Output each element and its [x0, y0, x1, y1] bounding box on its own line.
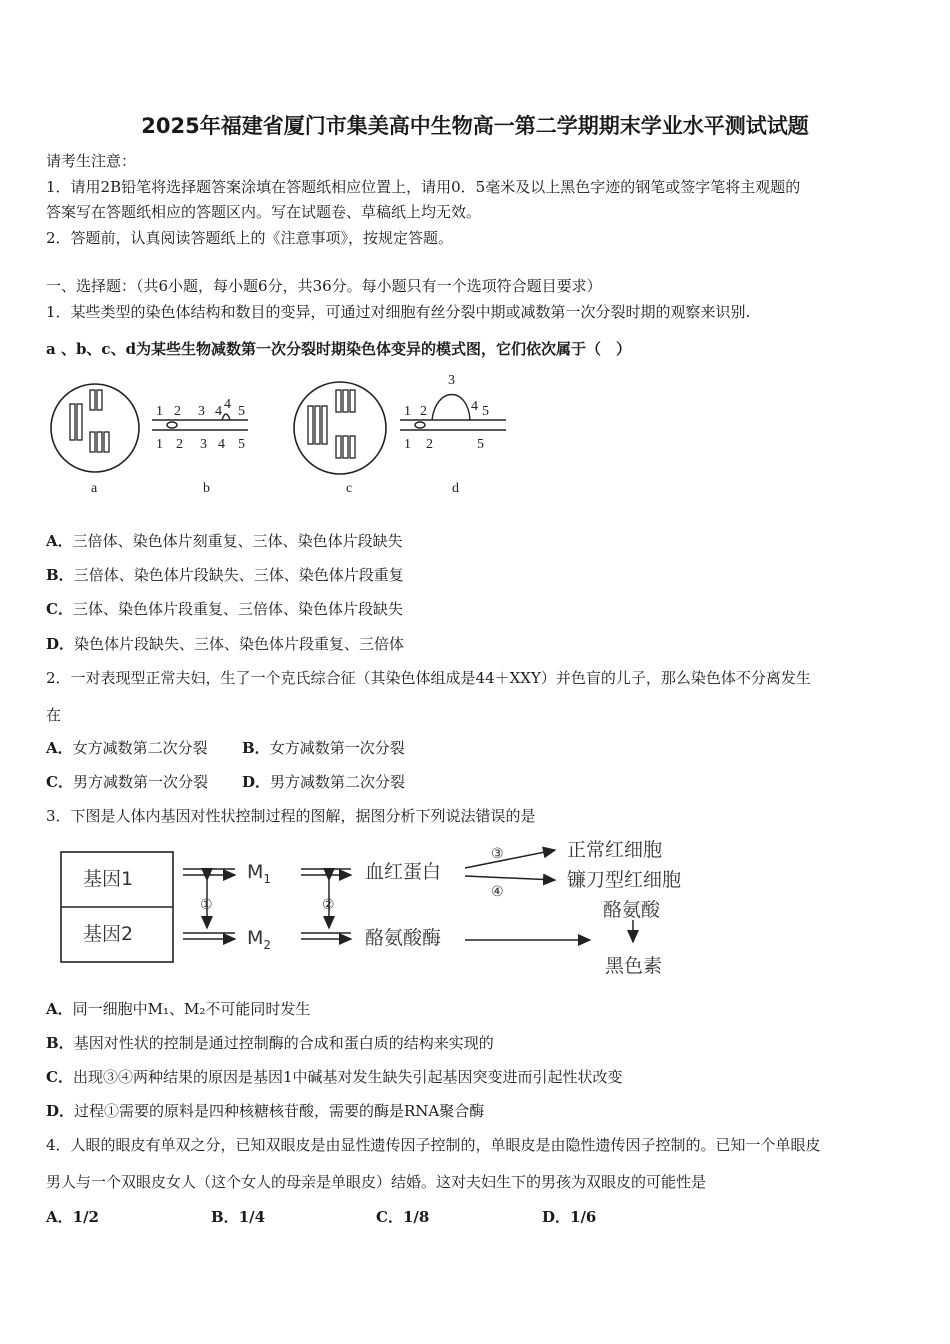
d-top-label-2: 2: [420, 404, 427, 419]
q3-option-d: D．过程①需要的原料是四种核糖核苷酸，需要的酶是RNA聚合酶: [46, 1102, 485, 1120]
q4-option-c: C．1/8: [376, 1208, 430, 1226]
notice-heading: 请考生注意：: [46, 152, 137, 170]
d-top-label-5: 5: [482, 404, 489, 419]
b-top-label-4: 4: [215, 404, 222, 419]
d-top-label-1: 1: [404, 404, 411, 419]
b-bottom-label-2: 2: [176, 437, 183, 452]
q1-option-a: A．三倍体、染色体片刻重复、三体、染色体片段缺失: [46, 532, 403, 550]
d-top-label-3: 3: [448, 373, 455, 388]
d-bottom-label-1: 1: [404, 437, 411, 452]
m2-label: $M_2$: [247, 927, 272, 952]
b-top-label-1: 1: [156, 404, 163, 419]
b-top-label-5: 5: [238, 404, 245, 419]
q1-option-d: D．染色体片段缺失、三体、染色体片段重复、三倍体: [46, 635, 405, 653]
q3-option-a: A．同一细胞中M₁、M₂不可能同时发生: [46, 1000, 311, 1018]
q2-option-d: D．男方减数第二次分裂: [242, 773, 406, 791]
b-top-label-4b: 4: [224, 397, 231, 412]
b-bottom-label-4: 4: [218, 437, 225, 452]
b-top-label-2: 2: [174, 404, 181, 419]
step-4-label: ④: [491, 884, 504, 900]
q2-option-a: A．女方减数第二次分裂: [46, 739, 208, 757]
q4-option-d: D．1/6: [542, 1208, 597, 1226]
q4-option-a: A．1/2: [46, 1208, 99, 1226]
q1-sub-stem: a 、b、c、d为某些生物减数第一次分裂时期染色体变异的模式图，它们依次属于（ ）: [46, 340, 632, 358]
d-bottom-label-2: 2: [426, 437, 433, 452]
d-bottom-label-5: 5: [477, 437, 484, 452]
b-top-label-3: 3: [198, 404, 205, 419]
b-bottom-label-3: 3: [200, 437, 207, 452]
q2-stem-line-1: 2．一对表现型正常夫妇，生了一个克氏综合征（其染色体组成是44＋XXY）并色盲的儿子，那么染色体不分离发生: [46, 669, 811, 687]
tyrosine-label: 酪氨酸: [603, 899, 661, 921]
q4-stem-line-2: 男人与一个双眼皮女人（这个女人的母亲是单眼皮）结婚。这对夫妇生下的男孩为双眼皮的可能性是: [46, 1173, 707, 1191]
figure-c: [294, 382, 386, 474]
q3-option-b: B．基因对性状的控制是通过控制酶的合成和蛋白质的结构来实现的: [46, 1034, 494, 1052]
page-title: 2025年福建省厦门市集美高中生物高一第二学期期末学业水平测试试题: [141, 114, 809, 138]
q1-chromosome-figure: [40, 368, 520, 503]
q3-stem: 3．下图是人体内基因对性状控制过程的图解，据图分析下列说法错误的是: [46, 807, 536, 825]
sickle-rbc-label: 镰刀型红细胞: [567, 869, 682, 891]
q2-stem-line-2: 在: [46, 706, 62, 724]
melanin-label: 黑色素: [605, 955, 663, 977]
b-bottom-label-1: 1: [156, 437, 163, 452]
step-2-label: ②: [322, 897, 335, 913]
m1-label: $M_1$: [247, 861, 272, 886]
step-3-label: ③: [491, 846, 504, 862]
hemoglobin-label: 血红蛋白: [365, 861, 442, 883]
q3-option-c: C．出现③④两种结果的原因是基因1中碱基对发生缺失引起基因突变进而引起性状改变: [46, 1068, 623, 1086]
figure-label-d: d: [452, 481, 459, 496]
figure-label-a: a: [91, 481, 98, 496]
figure-d: [400, 395, 506, 431]
figure-a: [51, 384, 139, 472]
step-1-label: ①: [200, 897, 213, 913]
q1-option-c: C．三体、染色体片段重复、三倍体、染色体片段缺失: [46, 600, 403, 618]
figure-label-b: b: [203, 481, 210, 496]
q3-gene-expression-diagram: [55, 832, 725, 982]
q4-stem-line-1: 4．人眼的眼皮有单双之分，已知双眼皮是由显性遗传因子控制的，单眼皮是由隐性遗传因子控制的。已知一个单眼皮: [46, 1136, 821, 1154]
tyrosinase-label: 酪氨酸酶: [365, 927, 442, 949]
gene-2-label: 基因2: [83, 923, 134, 945]
q2-option-b: B．女方减数第一次分裂: [242, 739, 405, 757]
b-bottom-label-5: 5: [238, 437, 245, 452]
notice-item-2: 2．答题前，认真阅读答题纸上的《注意事项》，按规定答题。: [46, 229, 454, 247]
q1-option-b: B．三倍体、染色体片段缺失、三体、染色体片段重复: [46, 566, 404, 584]
gene-1-label: 基因1: [83, 868, 134, 890]
q4-option-b: B．1/4: [211, 1208, 266, 1226]
notice-item-1-line-1: 1．请用2B铅笔将选择题答案涂填在答题纸相应位置上，请用0．5毫米及以上黑色字迹的钢笔或签字笔将主观题的: [46, 178, 801, 196]
section-heading: 一、选择题：（共6小题，每小题6分，共36分。每小题只有一个选项符合题目要求）: [46, 277, 602, 295]
figure-label-c: c: [346, 481, 353, 496]
d-top-label-4: 4: [471, 399, 478, 414]
q1-stem: 1．某些类型的染色体结构和数目的变异，可通过对细胞有丝分裂中期或减数第一次分裂时期的观察来识别.: [46, 303, 751, 321]
normal-rbc-label: 正常红细胞: [567, 839, 663, 861]
q2-option-c: C．男方减数第一次分裂: [46, 773, 208, 791]
notice-item-1-line-2: 答案写在答题纸相应的答题区内。写在试题卷、草稿纸上均无效。: [46, 203, 482, 221]
